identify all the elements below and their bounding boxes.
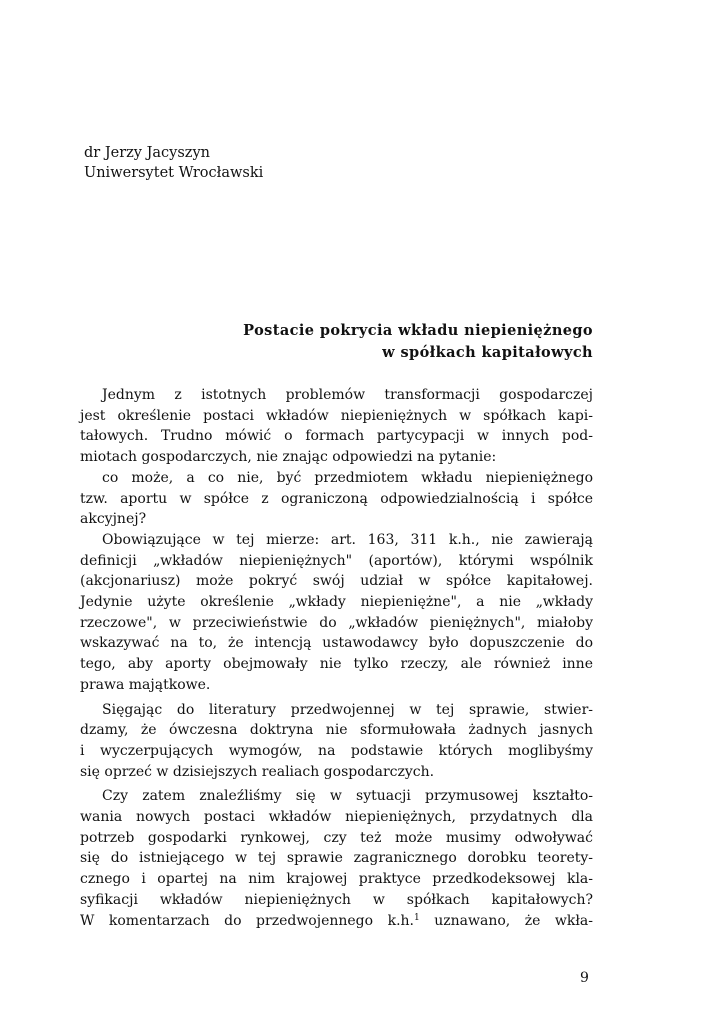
text-line-part: W komentarzach do przedwojennego k.h. (80, 912, 414, 929)
text-line-last (80, 911, 593, 932)
text-line: tałowych. Trudno mówić o formach partycypacji w innych pod- (80, 428, 593, 445)
text-line: miotach gospodarczych, nie znając odpowiedzi na pytanie: (80, 449, 497, 466)
article-title (243, 320, 593, 364)
text-line: akcyjnej? (80, 511, 147, 528)
text-line: się oprzeć w dzisiejszych realiach gospodarczych. (80, 763, 435, 780)
article-body (80, 385, 593, 931)
text-line: Jedynie użyte określenie „wkłady niepieniężne", a nie „wkłady (80, 594, 593, 611)
text-line: cznego i opartej na nim krajowej praktyce przedkodeksowej kla- (80, 871, 593, 888)
text-line: potrzeb gospodarki rynkowej, czy też może musimy odwoływać (80, 829, 593, 846)
text-line: Obowiązujące w tej mierze: art. 163, 311 k.h., nie zawierają (102, 531, 593, 548)
page-number: 9 (580, 970, 589, 986)
text-line: prawa majątkowe. (80, 676, 211, 693)
text-line: jest określenie postaci wkładów niepieniężnych w spółkach kapi- (80, 407, 593, 424)
author-name: dr Jerzy Jacyszyn (84, 145, 210, 161)
author-block (84, 143, 263, 183)
text-line: się do istniejącego w tej sprawie zagranicznego dorobku teorety- (80, 850, 593, 867)
text-line: Jednym z istotnych problemów transformacji gospodarczej (102, 387, 593, 403)
author-affiliation: Uniwersytet Wrocławski (84, 165, 264, 181)
text-line: wania nowych postaci wkładów niepieniężnych, przydatnych dla (80, 809, 593, 826)
text-line: rzeczowe", w przeciwieństwie do „wkładów pieniężnych", miałoby (80, 614, 593, 631)
title-line-1: Postacie pokrycia wkładu niepieniężnego (243, 322, 593, 339)
text-line: Czy zatem znaleźliśmy się w sytuacji przymusowej kształto- (102, 788, 593, 805)
text-line: tego, aby aporty obejmowały nie tylko rzeczy, ale również inne (80, 656, 593, 673)
text-line: i wyczerpujących wymogów, na podstawie których moglibyśmy (80, 742, 593, 759)
title-line-2: w spółkach kapitałowych (382, 344, 593, 361)
text-line: definicji „wkładów niepieniężnych" (aportów), którymi wspólnik (80, 552, 593, 569)
text-line: wskazywać na to, że intencją ustawodawcy było dopuszczenie do (80, 635, 593, 652)
footnote-ref[interactable]: 1 (413, 912, 420, 923)
text-line: (akcjonariusz) może pokryć swój udział w spółce kapitałowej. (80, 573, 593, 590)
text-line: syfikacji wkładów niepieniężnych w spółkach kapitałowych? (80, 891, 593, 908)
text-line: Sięgając do literatury przedwojennej w tej sprawie, stwier- (102, 701, 593, 718)
text-line: tzw. aportu w spółce z ograniczoną odpowiedzialnością i spółce (80, 490, 593, 507)
text-line: dzamy, że ówczesna doktryna nie sformułowała żadnych jasnych (80, 722, 593, 739)
text-line-part: uznawano, że wkła- (434, 912, 593, 929)
text-line: co może, a co nie, być przedmiotem wkładu niepieniężnego (102, 469, 593, 486)
